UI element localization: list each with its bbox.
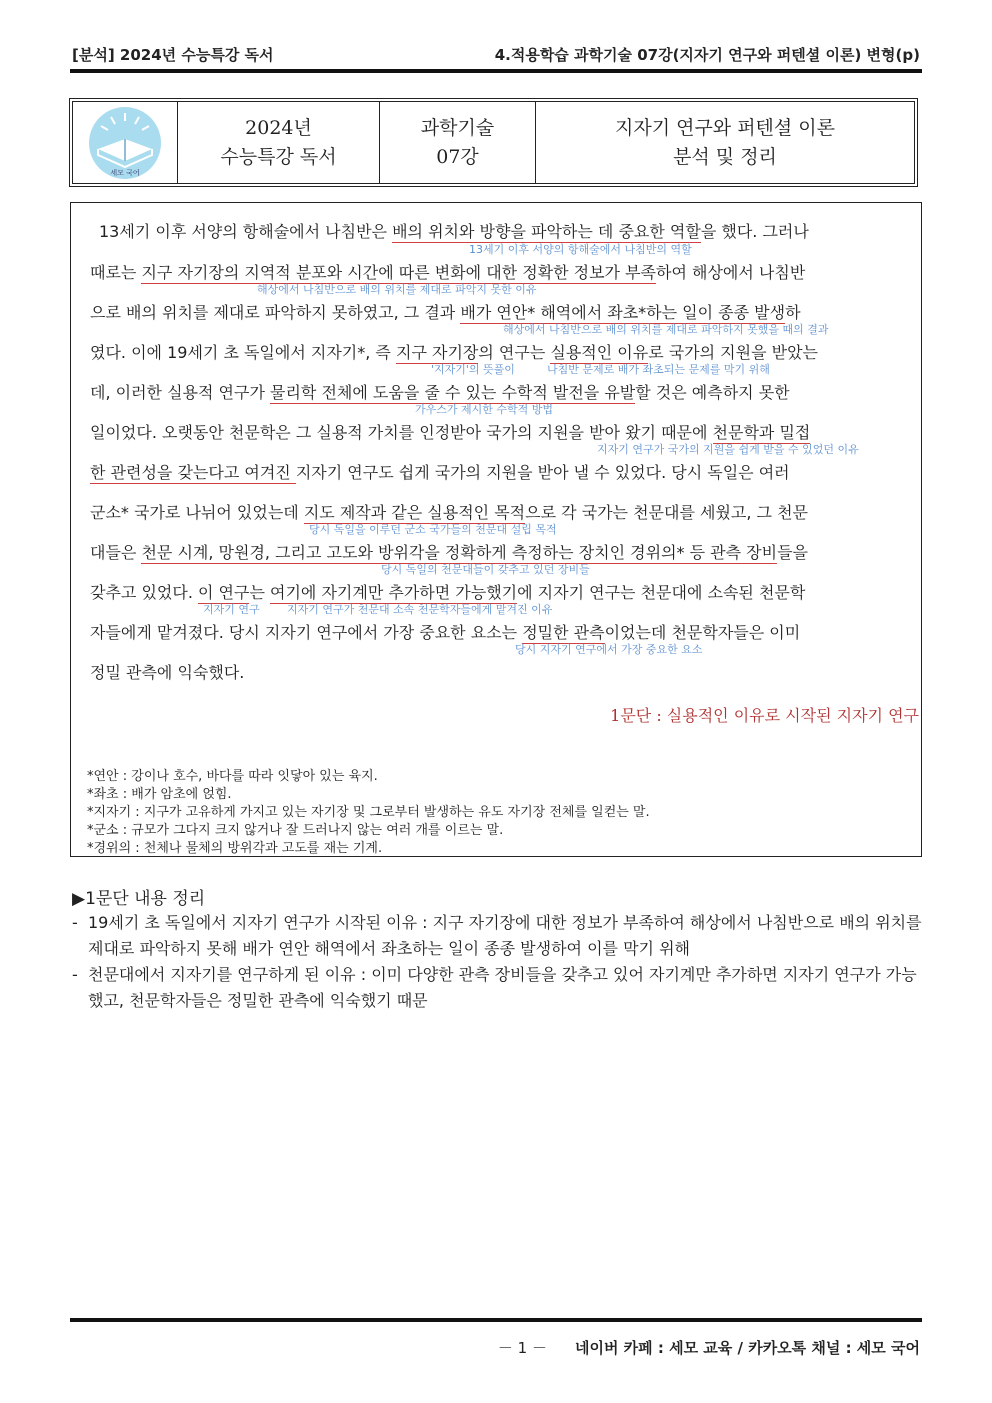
passage-line: 군소* 국가로 나뉘어 있었는데 지도 제작과 같은 실용적인 목적으로 각 국가는 천문대를 세웠고, 그 천문 [90,503,809,522]
annotation: 지자기 연구 [203,603,260,616]
title-analysis: 분석 및 정리 [673,145,777,168]
footnote: *경위의 : 천체나 물체의 방위각과 고도를 재는 기계. [87,841,383,856]
footer-rule [70,1318,922,1322]
title-year: 2024년 [245,116,312,139]
logo-cell [73,102,178,183]
title-cell-book [178,102,380,183]
annotation: 나침반 문제로 배가 좌초되는 문제를 막기 위해 [547,363,770,376]
annotation: '지자기'의 뜻풀이 [431,363,515,376]
logo-text: 세모 국어 [110,168,140,177]
passage-line: 으로 배의 위치를 제대로 파악하지 못하였고, 그 결과 배가 연안* 해역에서 좌초*하는 일이 종종 발생하 [90,303,801,322]
annotation: 당시 독일의 천문대들이 갖추고 있던 장비들 [381,563,590,576]
footnote: *군소 : 규모가 그다지 크지 않거나 잘 드러나지 않는 여러 개를 이르는 말. [87,823,504,838]
footnote: *지자기 : 지구가 고유하게 가지고 있는 자기장 및 그로부터 발생하는 유도 자기장 전체를 일컫는 말. [87,805,650,820]
running-header-left: [분석] 2024년 수능특강 독서 [72,46,274,64]
paragraph-summary: 1문단 : 실용적인 이유로 시작된 지자기 연구 [610,706,919,725]
running-header-right: 4.적용학습 과학기술 07강(지자기 연구와 퍼텐셜 이론) 변형(p) [494,46,920,64]
passage-line: 대들은 천문 시계, 망원경, 그리고 고도와 방위각을 정확하게 측정하는 장치인 경위의* 등 관측 장비들을 [90,543,809,562]
title-cell-topic [536,102,914,183]
annotation: 당시 지자기 연구에서 가장 중요한 요소 [515,643,703,656]
title-book: 수능특강 독서 [220,145,337,168]
annotation: 당시 독일을 이루던 군소 국가들의 천문대 설립 목적 [309,523,557,536]
summary-item: - 천문대에서 지자기를 연구하게 된 이유 : 이미 다양한 관측 장비들을 갖추고 있어 자기계만 추가하면 지자기 연구가 가능했고, 천문학자들은 정밀한 관측에 익숙했기 때문 [72,965,917,1010]
passage-line: 였다. 이에 19세기 초 독일에서 지자기*, 즉 지구 자기장의 연구는 실용적인 이유로 국가의 지원을 받았는 [90,343,819,362]
passage-line: 일이었다. 오랫동안 천문학은 그 실용적 가치를 인정받아 국가의 지원을 받아 왔기 때문에 천문학과 밀접 [90,423,811,442]
title-subject: 과학기술 [420,116,495,139]
summary-item: - 19세기 초 독일에서 지자기 연구가 시작된 이유 : 지구 자기장에 대한 정보가 부족하여 해상에서 나침반으로 배의 위치를 제대로 파악하지 못해 배가 연안 해역에서 좌초하는 일이 종종 발생하여 이를 막기 위해 [72,913,922,958]
book-logo-icon [86,105,164,181]
title-cell-unit [380,102,536,183]
passage-box [70,202,922,857]
summary-title: ▶1문단 내용 정리 [72,889,206,909]
title-topic: 지자기 연구와 퍼텐셜 이론 [614,116,835,139]
passage-line: 데, 이러한 실용적 연구가 물리학 전체에 도움을 줄 수 있는 수학적 발전을 유발할 것은 예측하지 못한 [90,383,790,402]
passage-line: 한 관련성을 갖는다고 여겨진 지자기 연구도 쉽게 국가의 지원을 받아 낼 수 있었다. 당시 독일은 여러 [90,463,790,482]
header-rule [70,69,922,73]
annotation: 해상에서 나침반으로 배의 위치를 제대로 파악하지 못했을 때의 결과 [503,323,829,336]
passage-line: 13세기 이후 서양의 항해술에서 나침반은 배의 위치와 방향을 파악하는 데 중요한 역할을 했다. 그러나 [99,222,809,241]
footnote: *연안 : 강이나 호수, 바다를 따라 잇닿아 있는 육지. [87,769,378,784]
annotation: 해상에서 나침반으로 배의 위치를 제대로 파악지 못한 이유 [257,283,537,296]
footer [498,1337,920,1358]
page-number: － 1 － [497,1339,547,1357]
passage-line: 정밀 관측에 익숙했다. [90,663,245,682]
annotation: 13세기 이후 서양의 항해술에서 나침반의 역할 [469,243,692,256]
title-box [69,98,918,187]
footnote: *좌초 : 배가 암초에 얹힘. [87,787,232,802]
passage-line: 때로는 지구 자기장의 지역적 분포와 시간에 따른 변화에 대한 정확한 정보가 부족하여 해상에서 나침반 [90,263,806,282]
annotation: 지자기 연구가 천문대 소속 천문학자들에게 맡겨진 이유 [287,603,553,616]
passage-line: 자들에게 맡겨졌다. 당시 지자기 연구에서 가장 중요한 요소는 정밀한 관측이었는데 천문학자들은 이미 [90,623,801,642]
passage-line: 갖추고 있었다. 이 연구는 여기에 자기계만 추가하면 가능했기에 지자기 연구는 천문대에 소속된 천문학 [90,583,806,602]
annotation: 가우스가 제시한 수학적 방법 [415,403,554,416]
footer-text: 네이버 카페 : 세모 교육 / 카카오톡 채널 : 세모 국어 [574,1339,920,1357]
annotation: 지자기 연구가 국가의 지원을 쉽게 받을 수 있었던 이유 [597,443,859,456]
title-lesson: 07강 [436,145,479,168]
